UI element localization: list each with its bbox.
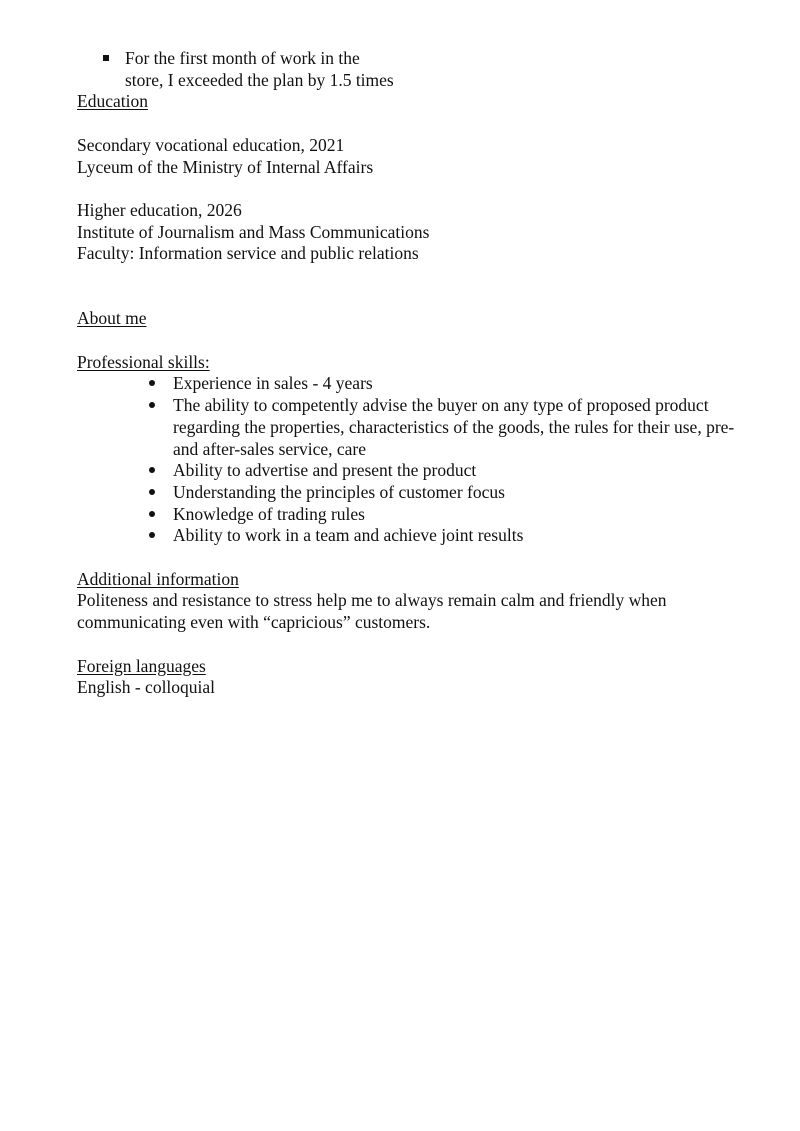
spacer bbox=[77, 113, 737, 135]
higher-education-faculty: Faculty: Information service and public relations bbox=[77, 243, 419, 264]
bullet-icon bbox=[149, 511, 155, 517]
additional-information-text: Politeness and resistance to stress help me to always remain calm and friendly when communicating even with “capricious” customers. bbox=[77, 590, 667, 633]
secondary-education-degree: Secondary vocational education, 2021 bbox=[77, 134, 345, 155]
bullet-icon bbox=[149, 489, 155, 495]
skill-item bbox=[173, 373, 737, 395]
skill-text: Knowledge of trading rules bbox=[173, 503, 365, 524]
skill-item bbox=[173, 504, 737, 526]
spacer bbox=[77, 178, 737, 200]
skill-text: The ability to competently advise the buyer on any type of proposed product regarding the properties, characteristics of the goods, the rules for their use, pre- and after-sales service, care bbox=[173, 395, 735, 459]
skill-item bbox=[173, 525, 737, 547]
bullet-icon bbox=[149, 402, 155, 408]
higher-education-institute: Institute of Journalism and Mass Communications bbox=[77, 221, 430, 242]
resume-content bbox=[77, 48, 737, 699]
bullet-icon bbox=[149, 467, 155, 473]
bullet-icon bbox=[149, 532, 155, 538]
skill-text: Ability to advertise and present the product bbox=[173, 460, 477, 481]
square-bullet-icon bbox=[103, 55, 109, 61]
spacer bbox=[77, 265, 737, 287]
achievement-item bbox=[125, 48, 395, 91]
skills-list bbox=[173, 373, 737, 547]
skill-item bbox=[173, 482, 737, 504]
skill-item bbox=[173, 460, 737, 482]
skill-text: Understanding the principles of customer focus bbox=[173, 481, 505, 502]
spacer bbox=[77, 547, 737, 569]
foreign-languages-text: English - colloquial bbox=[77, 677, 216, 698]
spacer bbox=[77, 330, 737, 352]
spacer bbox=[77, 287, 737, 309]
about-me-heading: About me bbox=[77, 308, 147, 329]
skill-text: Experience in sales - 4 years bbox=[173, 373, 373, 394]
education-heading: Education bbox=[77, 91, 148, 112]
achievements-list bbox=[125, 48, 395, 91]
achievement-text: For the first month of work in the store, I exceeded the plan by 1.5 times bbox=[125, 48, 394, 90]
skill-text: Ability to work in a team and achieve joint results bbox=[173, 525, 524, 546]
additional-information-heading: Additional information bbox=[77, 568, 239, 589]
foreign-languages-heading: Foreign languages bbox=[77, 655, 206, 676]
bullet-icon bbox=[149, 380, 155, 386]
secondary-education-school: Lyceum of the Ministry of Internal Affairs bbox=[77, 156, 374, 177]
spacer bbox=[77, 634, 737, 656]
skill-item bbox=[173, 395, 737, 460]
higher-education-degree: Higher education, 2026 bbox=[77, 199, 242, 220]
professional-skills-heading: Professional skills: bbox=[77, 351, 210, 372]
